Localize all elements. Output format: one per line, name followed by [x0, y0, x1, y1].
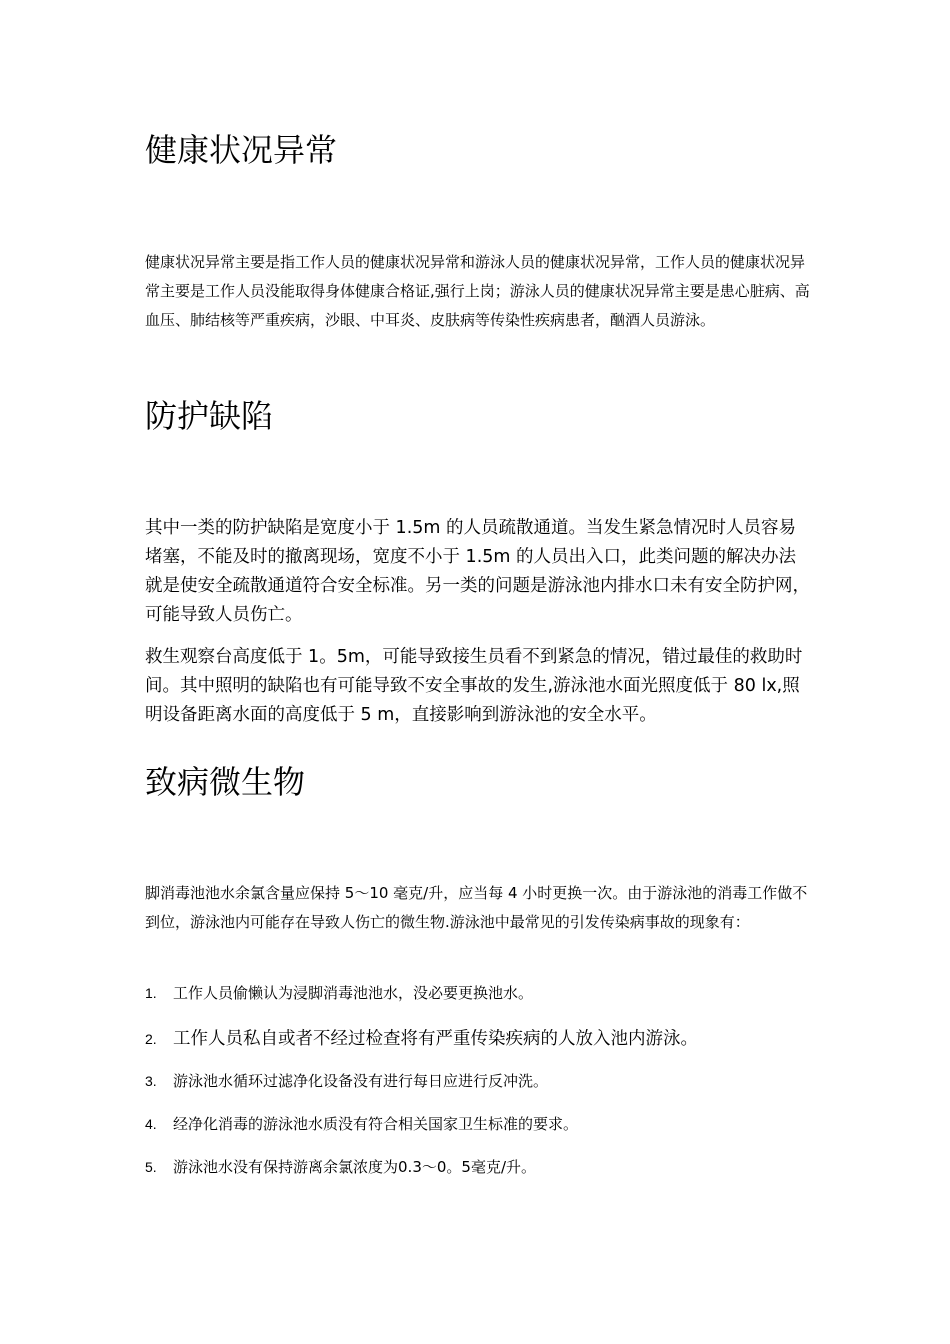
paragraph-health: 健康状况异常主要是指工作人员的健康状况异常和游泳人员的健康状况异常，工作人员的健康状况异常主要是工作人员没能取得身体健康合格证,强行上岗；游泳人员的健康状况异常主要是患心脏病、高血压、肺结核等严重疾病，沙眼、中耳炎、皮肤病等传染性疾病患者，酗酒人员游泳。: [145, 253, 810, 329]
paragraph-microbes: 脚消毒池池水余氯含量应保持 5～10 毫克/升，应当每 4 小时更换一次。由于游泳池的消毒工作做不到位，游泳池内可能存在导致人伤亡的微生物.游泳池中最常见的引发传染病事故的现象有：: [145, 884, 808, 931]
list-item: [145, 1156, 810, 1177]
paragraph-protection-1: 其中一类的防护缺陷是宽度小于 1.5m 的人员疏散通道。当发生紧急情况时人员容易堵塞，不能及时的撤离现场，宽度不小于 1.5m 的人员出入口，此类问题的解决办法就是使安全疏散通道符合安全标准。另一类的问题是游泳池内排水口未有安全防护网，可能导致人员伤亡。: [145, 518, 810, 625]
section-heading-microbes: 致病微生物: [145, 763, 306, 801]
list-item: [145, 1025, 810, 1050]
list-text: 工作人员偷懒认为浸脚消毒池池水，没必要更换池水。: [173, 984, 534, 1002]
list-text: 经净化消毒的游泳池水质没有符合相关国家卫生标准的要求。: [173, 1115, 579, 1133]
list-text: 工作人员私自或者不经过检查将有严重传染疾病的人放入池内游泳。: [173, 1029, 698, 1049]
list-number: 4.: [145, 1116, 157, 1132]
list-number: 2.: [145, 1031, 157, 1047]
list-text: 游泳池水没有保持游离余氯浓度为0.3～0。5毫克/升。: [173, 1158, 536, 1176]
list-number: 1.: [145, 985, 157, 1001]
list-number: 3.: [145, 1073, 157, 1089]
list-text: 游泳池水循环过滤净化设备没有进行每日应进行反冲洗。: [173, 1072, 549, 1090]
list-number: 5.: [145, 1159, 157, 1175]
paragraph-protection-2: 救生观察台高度低于 1。5m，可能导致接生员看不到紧急的情况，错过最佳的救助时间。其中照明的缺陷也有可能导致不安全事故的发生,游泳池水面光照度低于 80 lx,照明设备距离水面的高度低于 5 m，直接影响到游泳池的安全水平。: [145, 647, 803, 725]
list-item: [145, 982, 810, 1003]
list-item: [145, 1113, 810, 1134]
section-heading-health: 健康状况异常: [145, 131, 338, 169]
section-heading-protection: 防护缺陷: [145, 397, 274, 435]
list-item: [145, 1070, 810, 1091]
